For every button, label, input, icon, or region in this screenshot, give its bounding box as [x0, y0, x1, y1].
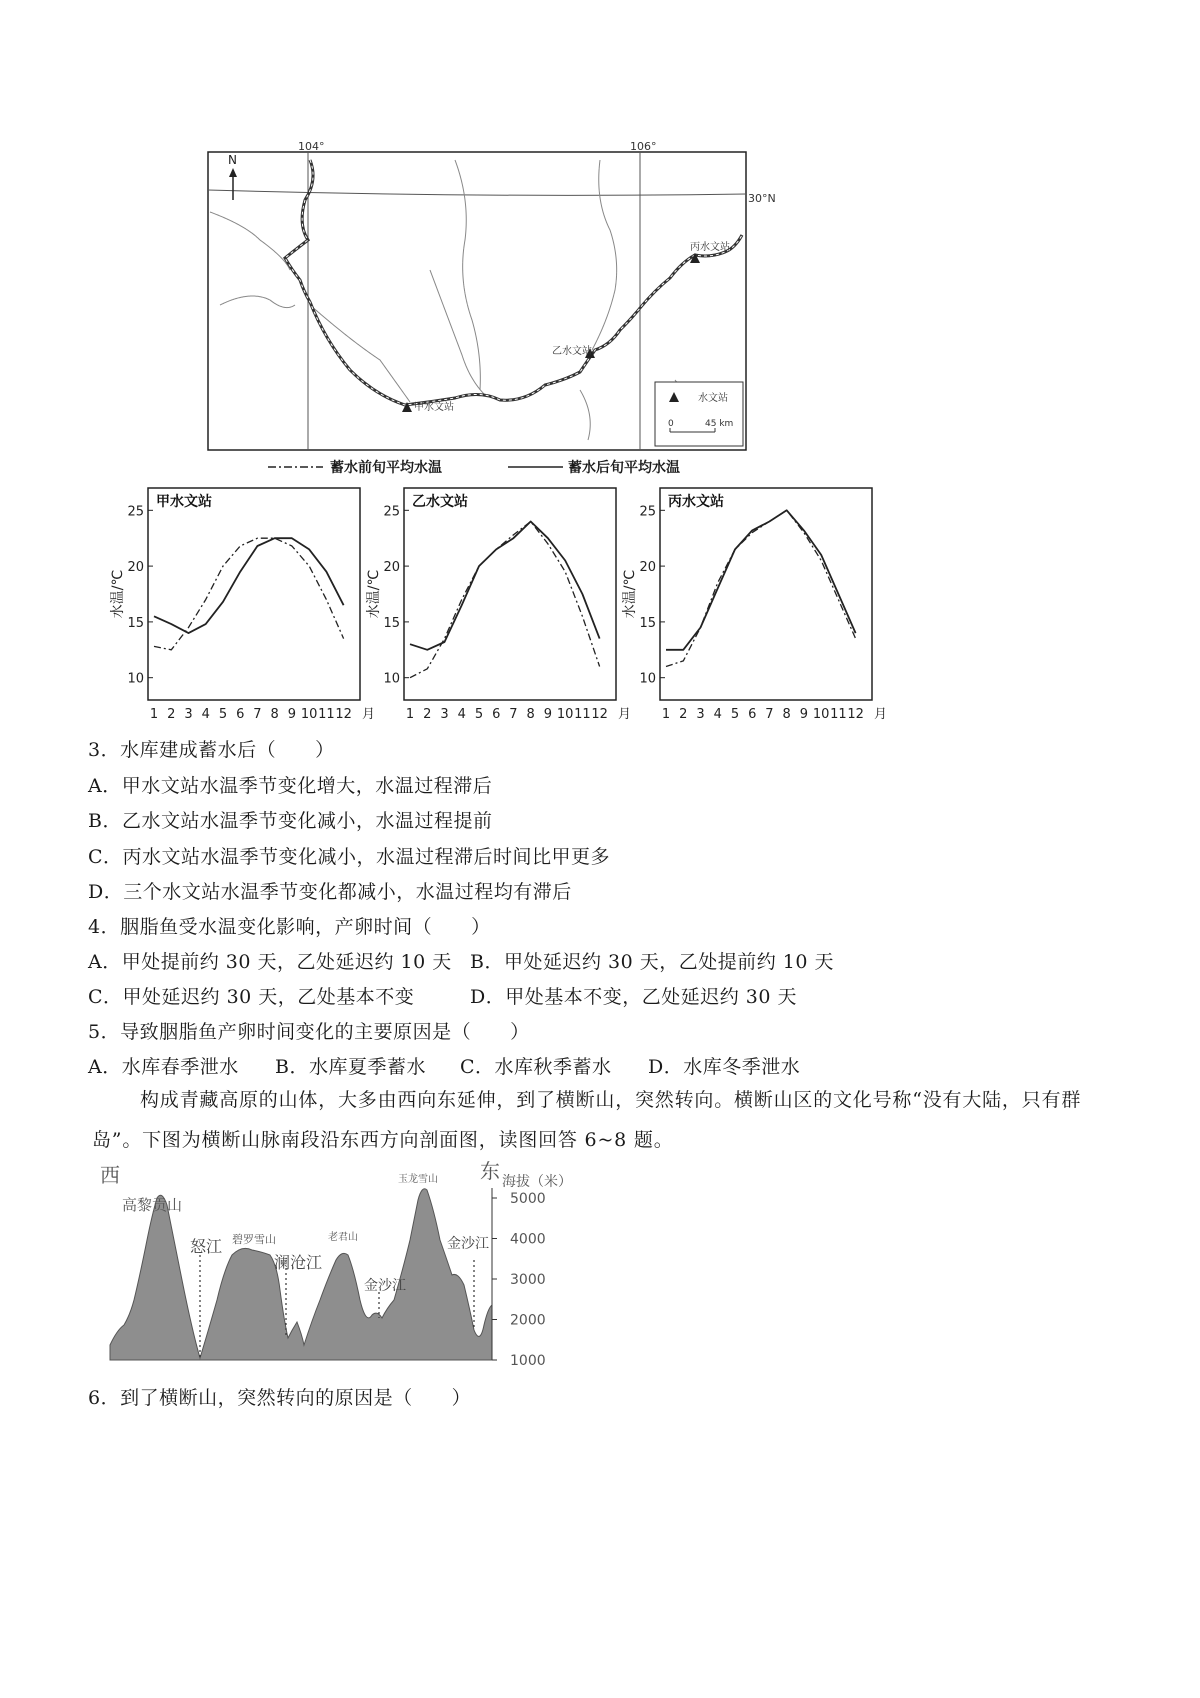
x-tick-label: 1 [405, 707, 415, 722]
legend-dashdot-swatch [268, 462, 328, 472]
y-tick-label: 15 [127, 615, 144, 631]
profile-y-tick-label: 2000 [510, 1312, 546, 1329]
x-tick-label: 6 [236, 707, 245, 722]
x-tick-label: 8 [270, 707, 279, 722]
x-tick-label: 6 [492, 707, 501, 722]
profile-y-tick-label: 5000 [510, 1191, 546, 1207]
chart-title: 乙水文站 [412, 494, 468, 510]
lon-label-104: 104° [298, 140, 325, 153]
chart-jia-station [108, 482, 376, 726]
y-tick-label: 15 [383, 615, 400, 631]
y-tick-label: 20 [127, 560, 144, 576]
x-tick-label: 3 [696, 707, 705, 722]
y-tick-label: 10 [639, 671, 656, 687]
legend-solid-swatch [508, 462, 568, 472]
profile-west-label: 西 [100, 1163, 120, 1187]
y-tick-label: 20 [639, 560, 656, 576]
chart-title: 甲水文站 [156, 494, 212, 510]
profile-river-label: 怒江 [190, 1237, 223, 1256]
x-tick-label: 10 [556, 707, 574, 722]
question-4: 4．胭脂鱼受水温变化影响，产卵时间（ ） [88, 916, 491, 938]
y-axis-label: 水温/℃ [366, 569, 382, 619]
profile-east-label: 东 [480, 1159, 500, 1183]
chart-title: 丙水文站 [668, 494, 724, 510]
profile-y-axis-label: 海拔（米） [502, 1174, 572, 1190]
chart-frame [404, 488, 616, 700]
y-tick-label: 10 [383, 671, 400, 687]
chart-frame [148, 488, 360, 700]
x-tick-label: 2 [679, 707, 688, 722]
x-tick-label: 8 [526, 707, 535, 722]
question-5-option-a: A．水库春季泄水 [88, 1056, 239, 1078]
question-4-option-c: C．甲处延迟约 30 天，乙处基本不变 [88, 986, 415, 1008]
x-tick-label: 12 [847, 707, 864, 722]
lat-label-30n: 30°N [748, 192, 776, 205]
intro-paragraph: 构成青藏高原的山体，大多由西向东延伸，到了横断山，突然转向。横断山区的文化号称“没有大陆，只有群岛”。下图为横断山脉南段沿东西方向剖面图，读图回答 6~8 题。 [92, 1089, 1082, 1151]
station-yi-label: 乙水文站 [552, 346, 592, 357]
lon-label-106: 106° [630, 140, 657, 153]
main-river [285, 160, 742, 405]
x-tick-label: 10 [300, 707, 318, 722]
x-tick-label: 6 [748, 707, 757, 722]
x-tick-label: 2 [423, 707, 432, 722]
x-tick-label: 1 [149, 707, 159, 722]
x-tick-label: 12 [335, 707, 352, 722]
x-tick-label: 9 [799, 707, 809, 722]
x-tick-label: 4 [457, 707, 466, 722]
x-tick-label: 7 [253, 707, 262, 722]
x-tick-label: 11 [318, 707, 335, 722]
profile-river-label: 金沙江 [447, 1236, 489, 1252]
hengduan-profile-chart [92, 1160, 592, 1375]
chart-frame [660, 488, 872, 700]
question-3-option-c: C．丙水文站水温季节变化减小，水温过程滞后时间比甲更多 [88, 846, 611, 868]
legend-before-label: 蓄水前旬平均水温 [330, 460, 442, 476]
north-label: N [228, 153, 237, 167]
question-3-option-a: A．甲水文站水温季节变化增大，水温过程滞后 [88, 775, 493, 797]
x-tick-label: 4 [713, 707, 722, 722]
x-tick-label: 4 [201, 707, 210, 722]
profile-terrain [110, 1189, 492, 1360]
profile-y-tick-label: 3000 [510, 1272, 546, 1288]
x-tick-label: 7 [765, 707, 774, 722]
profile-peak-label: 老君山 [328, 1232, 358, 1243]
map-legend-station: 水文站 [698, 393, 728, 404]
legend-after-label: 蓄水后旬平均水温 [568, 460, 680, 476]
question-5-option-b: B．水库夏季蓄水 [275, 1056, 426, 1078]
x-tick-label: 10 [812, 707, 830, 722]
profile-y-tick-label: 1000 [510, 1353, 546, 1369]
map-scale-end: 45 km [705, 419, 734, 429]
question-3-option-b: B．乙水文站水温季节变化减小，水温过程提前 [88, 810, 493, 832]
y-tick-label: 15 [639, 615, 656, 631]
x-tick-label: 5 [474, 707, 484, 722]
x-tick-label: 1 [661, 707, 671, 722]
x-tick-label: 7 [509, 707, 518, 722]
y-tick-label: 20 [383, 560, 400, 576]
question-5-option-c: C．水库秋季蓄水 [460, 1056, 612, 1078]
x-tick-label: 2 [167, 707, 176, 722]
x-tick-label: 8 [782, 707, 791, 722]
profile-river-label: 金沙江 [364, 1278, 406, 1294]
x-tick-label: 5 [218, 707, 228, 722]
chart-yi-station [364, 482, 632, 726]
x-tick-label: 3 [440, 707, 449, 722]
y-tick-label: 25 [383, 504, 400, 520]
x-tick-label: 9 [287, 707, 297, 722]
north-arrow-icon [229, 168, 237, 200]
x-tick-label: 3 [184, 707, 193, 722]
profile-river-label: 澜沧江 [274, 1253, 323, 1272]
x-tick-label: 11 [830, 707, 847, 722]
question-5: 5．导致胭脂鱼产卵时间变化的主要原因是（ ） [88, 1021, 530, 1043]
question-5-option-d: D．水库冬季泄水 [648, 1056, 801, 1078]
x-axis-unit: 月 [874, 707, 888, 722]
line-legend [268, 457, 728, 477]
question-3: 3．水库建成蓄水后（ ） [88, 739, 335, 761]
y-tick-label: 25 [127, 504, 144, 520]
profile-peak-label: 玉龙雪山 [398, 1174, 438, 1185]
x-tick-label: 11 [574, 707, 591, 722]
question-6: 6．到了横断山，突然转向的原因是（ ） [88, 1387, 472, 1409]
profile-y-tick-label: 4000 [510, 1231, 546, 1248]
profile-peak-label: 高黎贡山 [122, 1196, 183, 1214]
chart-bing-station [620, 482, 888, 726]
question-3-option-d: D．三个水文站水温季节变化都减小，水温过程均有滞后 [88, 881, 572, 903]
map-scale-zero: 0 [668, 419, 674, 429]
x-axis-unit: 月 [362, 707, 376, 722]
reservoir-map [200, 140, 820, 460]
x-axis-unit: 月 [618, 707, 632, 722]
y-axis-label: 水温/℃ [110, 569, 126, 619]
question-4-option-d: D．甲处基本不变，乙处延迟约 30 天 [470, 986, 797, 1008]
y-axis-label: 水温/℃ [622, 569, 638, 619]
station-jia-label: 甲水文站 [414, 402, 454, 413]
x-tick-label: 12 [591, 707, 608, 722]
question-4-option-a: A．甲处提前约 30 天，乙处延迟约 10 天 [88, 951, 452, 973]
x-tick-label: 5 [730, 707, 740, 722]
y-tick-label: 25 [639, 504, 656, 520]
station-bing-label: 丙水文站 [690, 242, 730, 253]
y-tick-label: 10 [127, 671, 144, 687]
profile-peak-label: 碧罗雪山 [232, 1233, 276, 1246]
x-tick-label: 9 [543, 707, 553, 722]
question-4-option-b: B．甲处延迟约 30 天，乙处提前约 10 天 [470, 951, 834, 973]
